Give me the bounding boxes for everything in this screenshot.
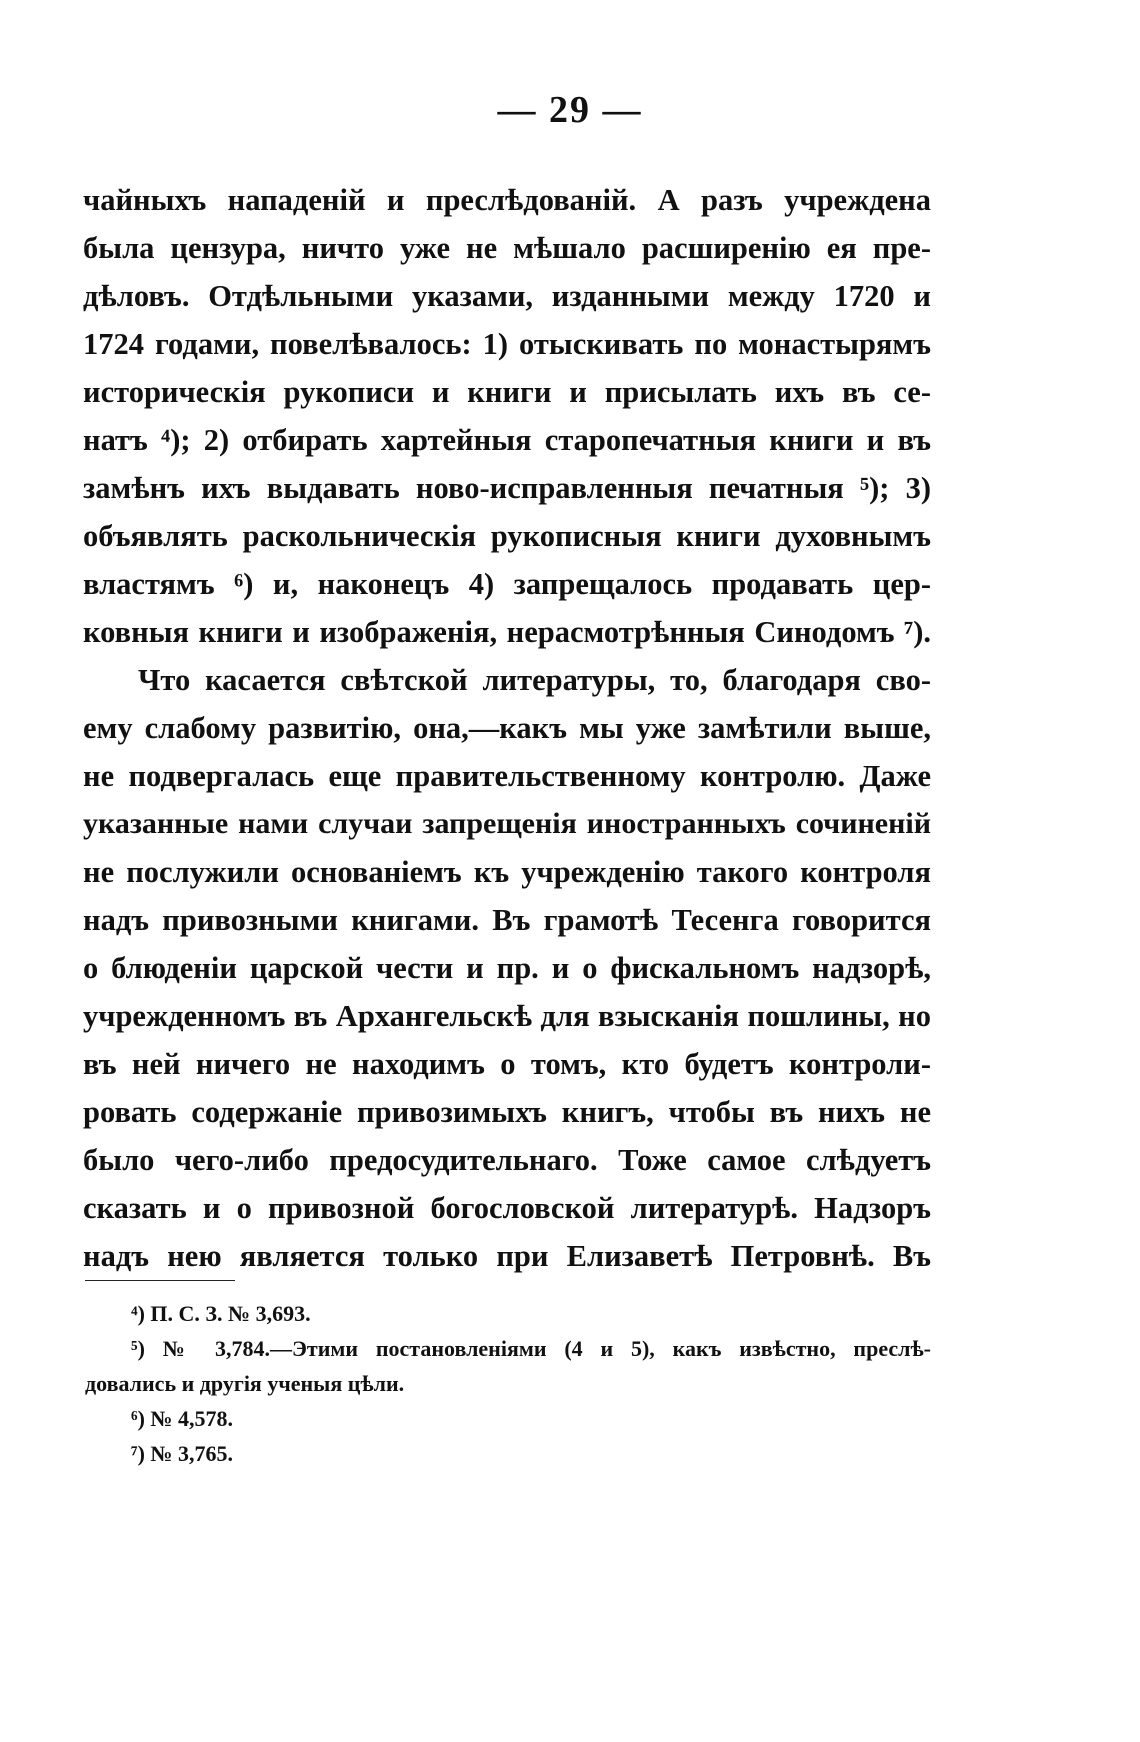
footnote: ⁴) П. С. З. № 3,693.: [131, 1301, 311, 1326]
text-line: надъ нею является только при Елизаветѣ Петровнѣ. Въ: [83, 1239, 931, 1273]
footnote: ⁷) № 3,765.: [131, 1441, 234, 1466]
text-line: чайныхъ нападеній и преслѣдованій. А разъ учреждена: [83, 183, 931, 217]
text-line: объявлять раскольническія рукописныя книги духовнымъ: [83, 519, 931, 553]
footnote-continuation: довались и другія ученыя цѣли.: [85, 1371, 405, 1396]
text-line: не послужили основаніемъ къ учрежденію такого контроля: [83, 855, 931, 889]
text-line: Что касается свѣтской литературы, то, благодаря сво-: [138, 663, 931, 697]
text-line: ковныя книги и изображенія, нерасмотрѣнныя Синодомъ ⁷).: [83, 615, 931, 649]
footnotes: [85, 1296, 931, 1471]
page-number: — 29 —: [497, 89, 643, 131]
text-line: замѣнъ ихъ выдавать ново-исправленныя печатныя ⁵); 3): [83, 471, 931, 505]
text-line: ровать содержаніе привозимыхъ книгъ, чтобы въ нихъ не: [83, 1095, 931, 1129]
text-line: не подвергалась еще правительственному контролю. Даже: [83, 759, 931, 793]
footnote: ⁵) № 3,784.—Этими постановленіями (4 и 5), какъ извѣстно, преслѣ-: [131, 1336, 931, 1361]
footnote-divider: [85, 1280, 235, 1281]
text-line: 1724 годами, повелѣвалось: 1) отыскивать по монастырямъ: [83, 327, 931, 361]
text-line: властямъ ⁶) и, наконецъ 4) запрещалось продавать цер-: [83, 567, 931, 601]
main-text: [83, 176, 931, 1280]
text-line: было чего-либо предосудительнаго. Тоже самое слѣдуетъ: [83, 1143, 931, 1177]
text-line: историческія рукописи и книги и присылать ихъ въ се-: [83, 375, 931, 409]
footnote: ⁶) № 4,578.: [131, 1406, 234, 1431]
text-line: указанные нами случаи запрещенія иностранныхъ сочиненій: [83, 807, 931, 840]
text-line: учрежденномъ въ Архангельскѣ для взысканія пошлины, но: [83, 999, 931, 1033]
text-line: ему слабому развитію, она,—какъ мы уже замѣтили выше,: [83, 711, 931, 745]
text-line: сказать и о привозной богословской литературѣ. Надзоръ: [83, 1191, 931, 1225]
text-line: натъ ⁴); 2) отбирать хартейныя старопечатныя книги и въ: [83, 423, 931, 457]
text-line: дѣловъ. Отдѣльными указами, изданными между 1720 и: [83, 279, 931, 313]
text-line: была цензура, ничто уже не мѣшало расширенію ея пре-: [83, 231, 931, 265]
text-line: о блюденіи царской чести и пр. и о фискальномъ надзорѣ,: [83, 951, 931, 985]
text-line: надъ привозными книгами. Въ грамотѣ Тесенга говорится: [83, 903, 931, 937]
text-line: въ ней ничего не находимъ о томъ, кто будетъ контроли-: [83, 1047, 931, 1081]
